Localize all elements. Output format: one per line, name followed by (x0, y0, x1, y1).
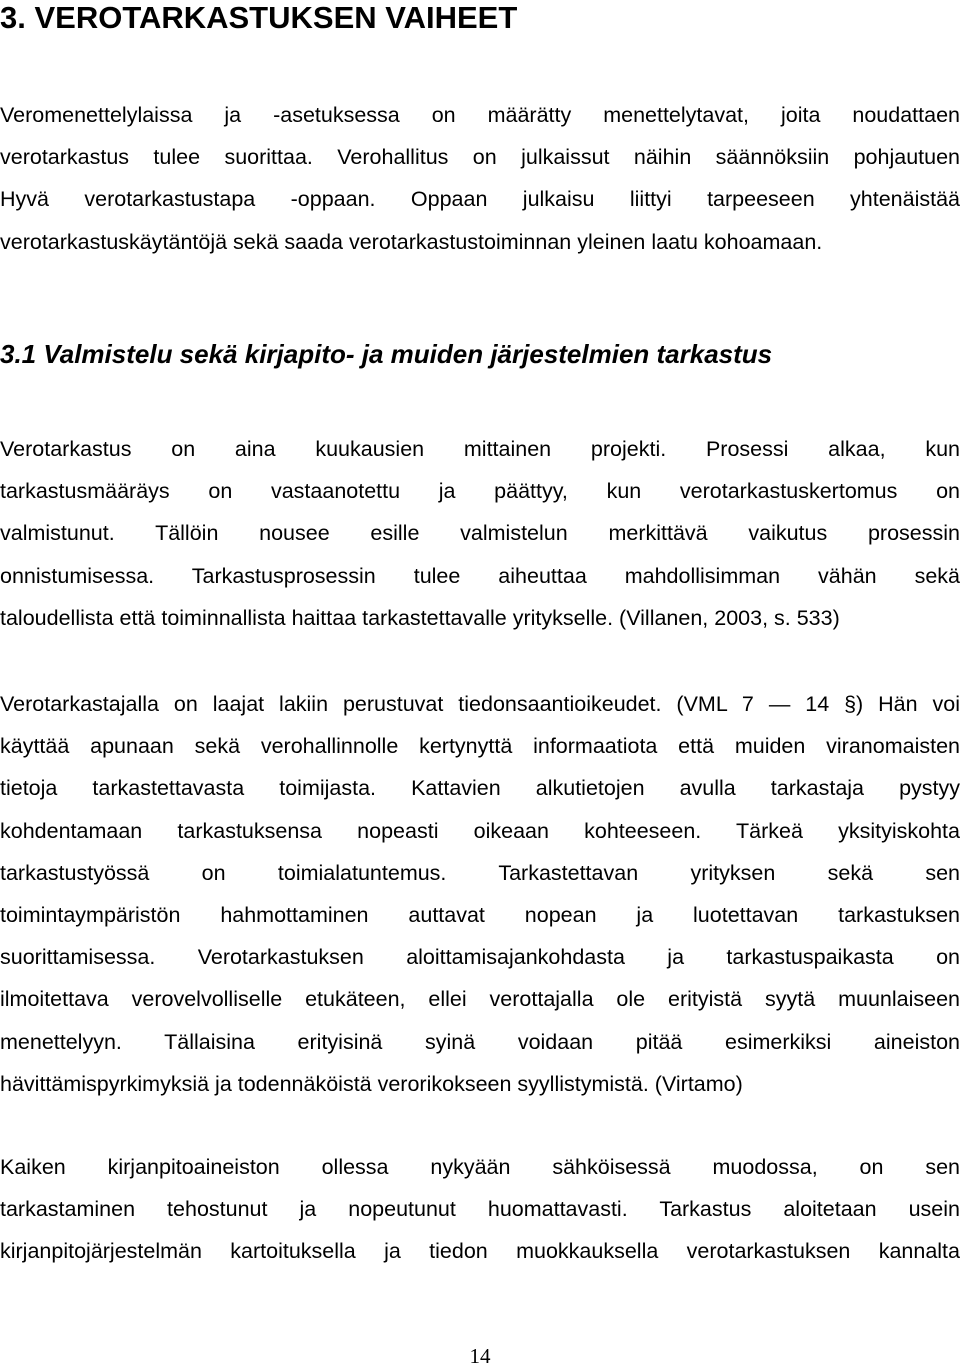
text-line: Kaiken kirjanpitoaineiston ollessa nykyään sähköisessä muodossa, on sen (0, 1155, 960, 1179)
paragraph-2 (0, 428, 960, 639)
text-line: Veromenettelylaissa ja -asetuksessa on määrätty menettelytavat, joita noudattaen (0, 103, 960, 127)
text-line: valmistunut. Tällöin nousee esille valmistelun merkittävä vaikutus prosessin (0, 521, 960, 546)
text-line: käyttää apunaan sekä verohallinnolle kertynyttä informaatiota että muiden viranomaisten (0, 734, 960, 759)
text-line: tarkastustyössä on toimialatuntemus. Tarkastettavan yrityksen sekä sen (0, 860, 960, 885)
text-line: kohdentamaan tarkastuksensa nopeasti oikeaan kohteeseen. Tärkeä yksityiskohta (0, 818, 960, 843)
text-line: ilmoitettava verovelvolliselle etukäteen, ellei verottajalla ole erityistä syytä muunlaiseen (0, 987, 960, 1012)
section-heading: 3. VEROTARKASTUKSEN VAIHEET (0, 0, 518, 35)
text-line: Verotarkastajalla on laajat lakiin perustuvat tiedonsaantioikeudet. (VML 7 — 14 §) Hän voi (0, 692, 960, 716)
text-line: verotarkastus tulee suorittaa. Verohallitus on julkaissut näihin säännöksiin pohjautuen (0, 145, 960, 170)
page-number: 14 (469, 1344, 491, 1368)
text-line: kirjanpitojärjestelmän kartoituksella ja tiedon muokkauksella verotarkastuksen kannalta (0, 1239, 960, 1264)
paragraph-4 (0, 1146, 960, 1273)
text-line: onnistumisessa. Tarkastusprosessin tulee aiheuttaa mahdollisimman vähän sekä (0, 563, 960, 588)
text-line: verotarkastuskäytäntöjä sekä saada verotarkastustoiminnan yleinen laatu kohoamaan. (0, 229, 823, 254)
text-line: Verotarkastus on aina kuukausien mittainen projekti. Prosessi alkaa, kun (0, 437, 960, 461)
text-line: taloudellista että toiminnallista haittaa tarkastettavalle yritykselle. (Villanen, 2003, s. 533) (0, 605, 840, 630)
paragraph-1 (0, 94, 960, 263)
subsection-heading: 3.1 Valmistelu sekä kirjapito- ja muiden järjestelmien tarkastus (0, 339, 773, 369)
text-line: tarkastusmääräys on vastaanotettu ja päättyy, kun verotarkastuskertomus on (0, 479, 960, 504)
text-line: tarkastaminen tehostunut ja nopeutunut huomattavasti. Tarkastus aloitetaan usein (0, 1197, 960, 1222)
text-line: Hyvä verotarkastustapa -oppaan. Oppaan julkaisu liittyi tarpeeseen yhtenäistää (0, 187, 960, 212)
text-line: hävittämispyrkimyksiä ja todennäköistä verorikokseen syyllistymistä. (Virtamo) (0, 1071, 743, 1096)
paragraph-3 (0, 683, 960, 1105)
text-line: toimintaympäristön hahmottaminen auttavat nopean ja luotettavan tarkastuksen (0, 902, 960, 927)
text-line: suorittamisessa. Verotarkastuksen aloittamisajankohdasta ja tarkastuspaikasta on (0, 945, 960, 970)
text-line: tietoja tarkastettavasta toimijasta. Kattavien alkutietojen avulla tarkastaja pystyy (0, 776, 960, 801)
text-line: menettelyyn. Tällaisina erityisinä syinä voidaan pitää esimerkiksi aineiston (0, 1029, 960, 1054)
